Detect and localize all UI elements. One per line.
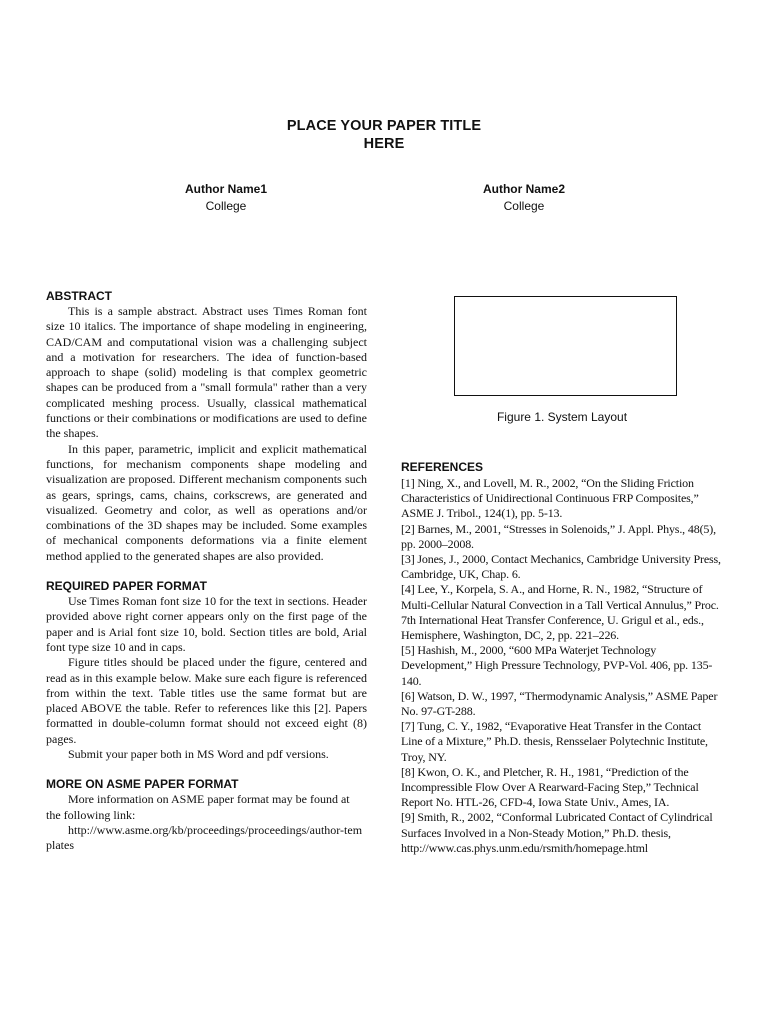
figure-placeholder — [454, 296, 677, 396]
reference-item: [5] Hashish, M., 2000, “600 MPa Waterjet Technology Development,” High Pressure Technology, PVP-Vol. 406, pp. 135-140. — [401, 643, 713, 688]
reference-item: [6] Watson, D. W., 1997, “Thermodynamic Analysis,” ASME Paper No. 97-GT-288. — [401, 688, 718, 719]
author-block — [414, 181, 634, 215]
reference-item: [2] Barnes, M., 2001, “Stresses in Solenoids,” J. Appl. Phys., 48(5), pp. 2000–2008. — [401, 521, 716, 551]
left-column — [46, 289, 367, 854]
abstract-section — [46, 289, 367, 564]
body-paragraph: More information on ASME paper format may be found at the following link: — [46, 792, 350, 822]
references-section — [401, 460, 723, 856]
abstract-paragraph: In this paper, parametric, implicit and explicit mathematical functions, for mechanism components shape modeling and visualization are proposed. Different mechanism components such as gears, springs, cams, chains, corkscrews, are generated and visualized. Geometry and color, as well as operations and/or combinations of the 3D shapes may be included. Some examples of mechanical components deformations via a finite element method applied to the generated shapes are also provided. — [46, 441, 367, 563]
reference-item: [3] Jones, J., 2000, Contact Mechanics, Cambridge University Press, Cambridge, UK, Chap. 6. — [401, 552, 721, 582]
section-heading: MORE ON ASME PAPER FORMAT — [46, 777, 239, 792]
more-format-section — [46, 777, 367, 853]
author-affiliation: College — [503, 199, 545, 213]
reference-item: [4] Lee, Y., Korpela, S. A., and Horne, R. N., 1982, “Structure of Multi-Cellular Natural Convection in a Tall Vertical Annulus,” Proc. 7th International Heat Transfer Conference, U. Grigul et al., eds., Hemisphere, Washington, DC, 2, pp. 221–226. — [401, 582, 719, 643]
section-heading: REQUIRED PAPER FORMAT — [46, 579, 207, 594]
reference-item: [1] Ning, X., and Lovell, M. R., 2002, “On the Sliding Friction Characteristics of Unidirectional Continuous FRP Composites,” ASME J. Tribol., 124(1), pp. 5-13. — [401, 476, 699, 521]
body-paragraph: Use Times Roman font size 10 for the text in sections. Header provided above right corner appears only on the first page of the paper and is Arial font size 10, bold. Section titles are bold, Arial font type size 10 and in caps. — [46, 594, 367, 654]
section-heading: ABSTRACT — [46, 289, 112, 303]
author-block — [116, 181, 336, 215]
author-name: Author Name2 — [482, 182, 565, 196]
body-paragraph: Submit your paper both in MS Word and pdf versions. — [68, 747, 329, 762]
author-affiliation: College — [205, 199, 247, 213]
figure-caption: Figure 1. System Layout — [496, 410, 628, 424]
section-heading: REFERENCES — [401, 460, 484, 474]
body-paragraph: Figure titles should be placed under the figure, centered and read as in this example below. Make sure each figure is referenced from within the text. Table titles use the same format but are placed ABOVE the table. Refer to references like this [2]. Papers formatted in double-column format should not exceed eight (8) pages. — [46, 655, 367, 746]
paper-title-line: HERE — [363, 136, 405, 152]
paper-title — [0, 117, 768, 153]
reference-item: [8] Kwon, O. K., and Pletcher, R. H., 1981, “Prediction of the Incompressible Flow Over A Rearward-Facing Step,” Technical Report No. HTL-26, CFD-4, Iowa State Univ., Ames, IA. — [401, 764, 699, 810]
reference-item: [9] Smith, R., 2002, “Conformal Lubricated Contact of Cylindrical Surfaces Involved in a Non-Steady Motion,” Ph.D. thesis, http://www.cas.phys.unm.edu/rsmith/homepage.html — [401, 810, 713, 855]
paper-title-line: PLACE YOUR PAPER TITLE — [286, 118, 482, 134]
reference-item: [7] Tung, C. Y., 1982, “Evaporative Heat Transfer in the Contact Line of a Mixture,” Ph.D. thesis, Rensselaer Polytechnic Institute, Troy, NY. — [401, 719, 708, 764]
template-link[interactable]: http://www.asme.org/kb/proceedings/proceedings/author-templates — [46, 822, 363, 853]
required-format-section — [46, 579, 367, 762]
author-name: Author Name1 — [184, 182, 267, 196]
abstract-paragraph: This is a sample abstract. Abstract uses Times Roman font size 10 italics. The importance of shape modeling in engineering, CAD/CAM and computational vision was a challenging subject and a motivation for researchers. The idea of function-based approach to shape (solid) modeling is that complex geometric shapes can be produced from a "small formula" rather than a very complicated meshing process. Usually, classical mathematical functions or their combinations or modifications are used to define the shapes. — [46, 304, 367, 441]
